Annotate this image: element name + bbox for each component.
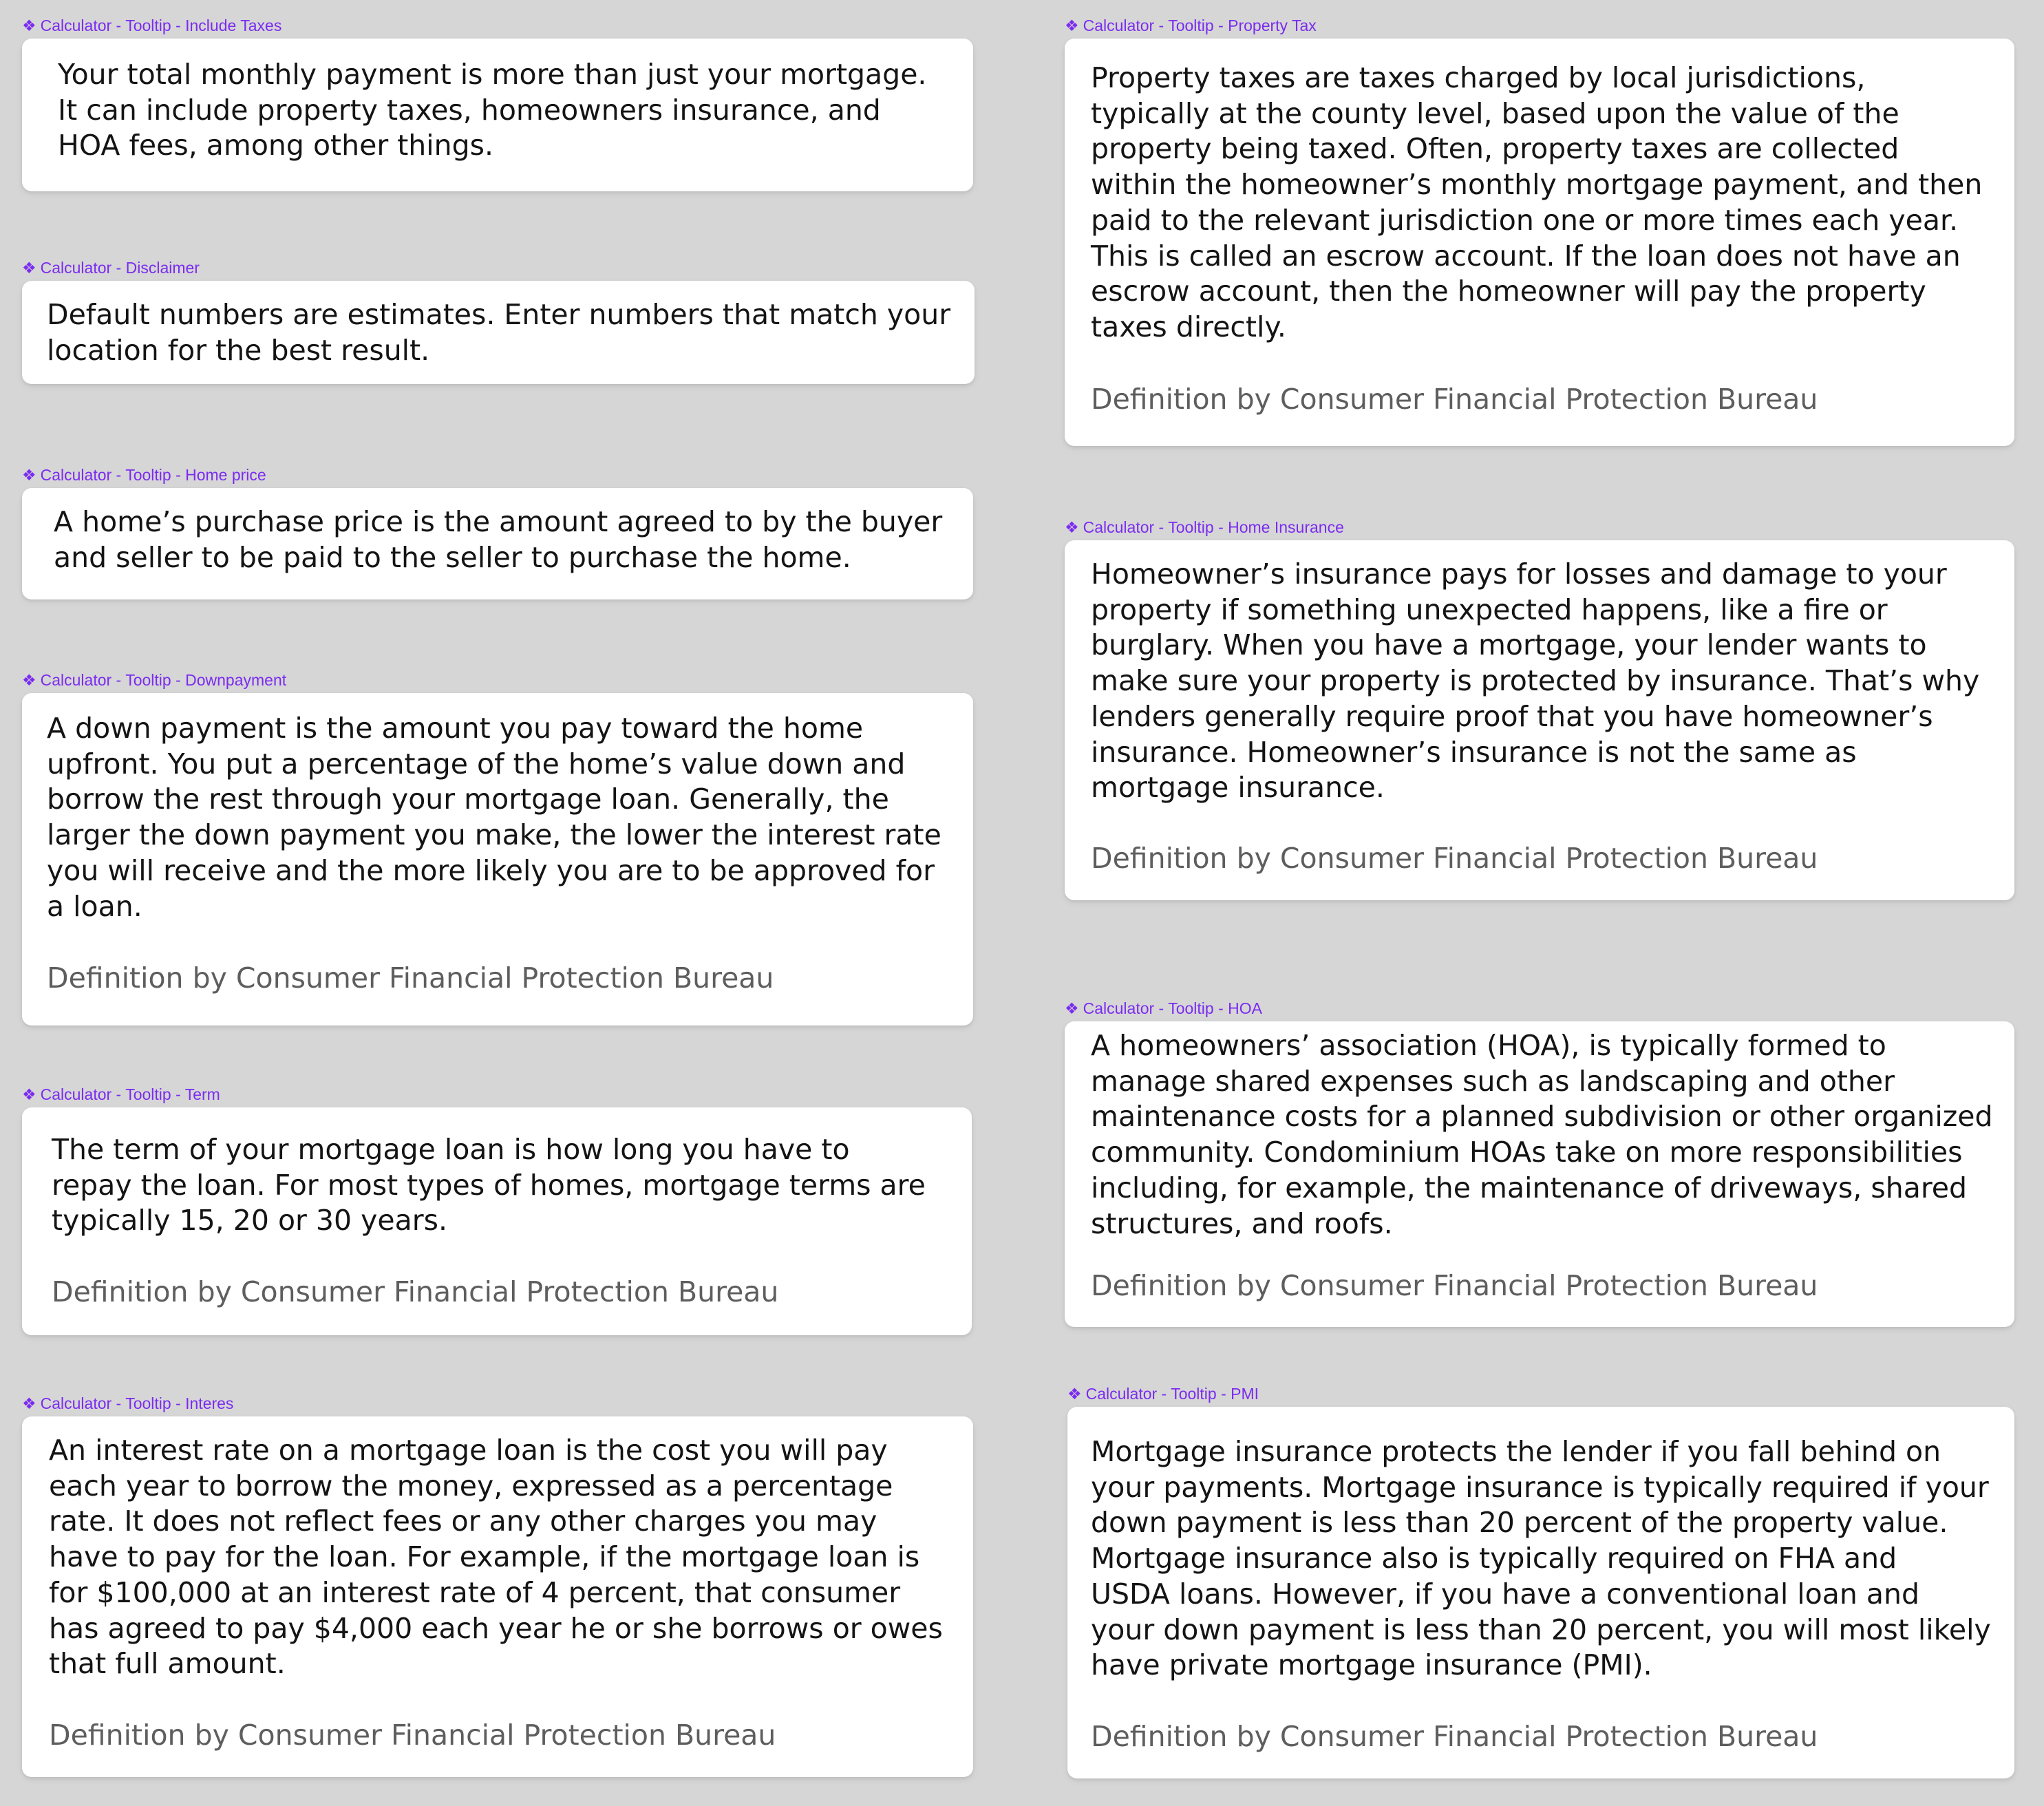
component-disclaimer <box>22 259 975 384</box>
definition-credit: Definition by Consumer Financial Protection Bureau <box>1091 383 1818 416</box>
component-label[interactable] <box>22 1394 233 1412</box>
component-hoa <box>1065 999 2014 1327</box>
tooltip-text: Homeowner’s insurance pays for losses and damage to your property if something unexpected happens, like a fire or burglary. When you have a mortgage, your lender wants to make sure your property is protected by insurance. That’s why lenders generally require proof that you have homeowner’s insurance. Homeowner’s insurance is not the same as mortgage insurance. <box>1091 557 1980 805</box>
component-home-price <box>22 466 973 599</box>
component-label[interactable] <box>22 466 266 484</box>
component-label-text: Calculator - Tooltip - Interes <box>40 1394 234 1412</box>
component-label-text: Calculator - Tooltip - Include Taxes <box>40 17 282 34</box>
component-diamond-icon: ❖ <box>1065 999 1079 1017</box>
component-label-text: Calculator - Tooltip - Term <box>40 1085 220 1103</box>
tooltip-text: An interest rate on a mortgage loan is the cost you will pay each year to borrow the money, expressed as a percentage rate. It does not reflect fees or any other charges you may have to pay for the loan. For example, if the mortgage loan is for $100,000 at an interest rate of 4 percent, that consumer has agreed to pay $4,000 each year he or she borrows or owes that full amount. <box>49 1434 943 1681</box>
tooltip-card <box>22 1416 973 1777</box>
component-diamond-icon: ❖ <box>22 671 36 689</box>
tooltip-card <box>22 488 973 599</box>
definition-credit: Definition by Consumer Financial Protection Bureau <box>52 1275 779 1308</box>
component-label-text: Calculator - Disclaimer <box>40 259 200 277</box>
tooltip-text: Mortgage insurance protects the lender if you fall behind on your payments. Mortgage insurance is typically required if your down payment is less than 20 percent of the property value. Mortgage insurance also is typically required on FHA and USDA loans. However, if you have a conventional loan and your down payment is less than 20 percent, you will most likely have private mortgage insurance (PMI). <box>1091 1435 1991 1682</box>
tooltip-card <box>22 693 973 1026</box>
component-label[interactable] <box>22 1085 220 1103</box>
tooltip-text: The term of your mortgage loan is how long you have to repay the loan. For most types of homes, mortgage terms are typically 15, 20 or 30 years. <box>52 1133 926 1237</box>
tooltip-text: A homeowners’ association (HOA), is typically formed to manage shared expenses such as landscaping and other maintenance costs for a planned subdivision or other organized community. Condominium HOAs take on more responsibilities including, for example, the maintenance of driveways, shared structures, and roofs. <box>1091 1029 1993 1240</box>
component-diamond-icon: ❖ <box>22 259 36 277</box>
tooltip-text: Your total monthly payment is more than just your mortgage. It can include property taxes, homeowners insurance, and HOA fees, among other things. <box>58 58 927 162</box>
component-label[interactable] <box>22 671 286 689</box>
component-downpayment <box>22 671 973 1026</box>
disclaimer-text: Default numbers are estimates. Enter numbers that match your location for the best result. <box>47 298 951 367</box>
component-home-insurance <box>1065 518 2014 900</box>
component-label-text: Calculator - Tooltip - Home Insurance <box>1083 518 1344 536</box>
component-label-text: Calculator - Tooltip - Property Tax <box>1083 17 1317 34</box>
definition-credit: Definition by Consumer Financial Protection Bureau <box>47 962 774 995</box>
component-diamond-icon: ❖ <box>22 466 36 484</box>
component-diamond-icon: ❖ <box>22 1394 36 1412</box>
component-diamond-icon: ❖ <box>22 17 36 34</box>
component-diamond-icon: ❖ <box>22 1085 36 1103</box>
component-label-text: Calculator - Tooltip - Home price <box>40 466 266 484</box>
component-pmi <box>1067 1385 2014 1778</box>
component-label-text: Calculator - Tooltip - Downpayment <box>40 671 287 689</box>
tooltip-card <box>1065 540 2014 900</box>
definition-credit: Definition by Consumer Financial Protection Bureau <box>1091 1269 1818 1302</box>
tooltip-card <box>1065 1021 2014 1327</box>
component-label[interactable] <box>1065 17 1317 34</box>
definition-credit: Definition by Consumer Financial Protection Bureau <box>1091 1720 1818 1753</box>
tooltip-text: A home’s purchase price is the amount agreed to by the buyer and seller to be paid to the seller to purchase the home. <box>54 505 943 574</box>
component-label[interactable] <box>1067 1385 1259 1403</box>
definition-credit: Definition by Consumer Financial Protection Bureau <box>1091 842 1818 875</box>
tooltip-card <box>1065 39 2014 446</box>
component-label[interactable] <box>22 17 281 34</box>
component-property-tax <box>1065 17 2014 446</box>
definition-credit: Definition by Consumer Financial Protection Bureau <box>49 1719 776 1752</box>
tooltip-card <box>1067 1407 2014 1778</box>
component-label[interactable] <box>22 259 200 277</box>
component-diamond-icon: ❖ <box>1065 518 1079 536</box>
component-diamond-icon: ❖ <box>1067 1385 1082 1403</box>
component-interest <box>22 1394 973 1777</box>
component-label[interactable] <box>1065 518 1344 536</box>
component-label-text: Calculator - Tooltip - PMI <box>1085 1385 1259 1403</box>
tooltip-text: A down payment is the amount you pay toward the home upfront. You put a percentage of the home’s value down and borrow the rest through your mortgage loan. Generally, the larger the down payment you make, the lower the interest rate you will receive and the more likely you are to be approved for a loan. <box>47 712 941 923</box>
component-include-taxes <box>22 17 973 191</box>
disclaimer-card <box>22 281 975 384</box>
component-diamond-icon: ❖ <box>1065 17 1079 34</box>
tooltip-card <box>22 39 973 191</box>
tooltip-text: Property taxes are taxes charged by local jurisdictions, typically at the county level, based upon the value of the property being taxed. Often, property taxes are collected within the homeowner’s monthly mortgage payment, and then paid to the relevant jurisdiction one or more times each year. This is called an escrow account. If the loan does not have an escrow account, then the homeowner will pay the property taxes directly. <box>1091 61 1983 343</box>
component-term <box>22 1085 972 1335</box>
component-label-text: Calculator - Tooltip - HOA <box>1083 999 1262 1017</box>
tooltip-card <box>22 1107 972 1335</box>
component-label[interactable] <box>1065 999 1262 1017</box>
